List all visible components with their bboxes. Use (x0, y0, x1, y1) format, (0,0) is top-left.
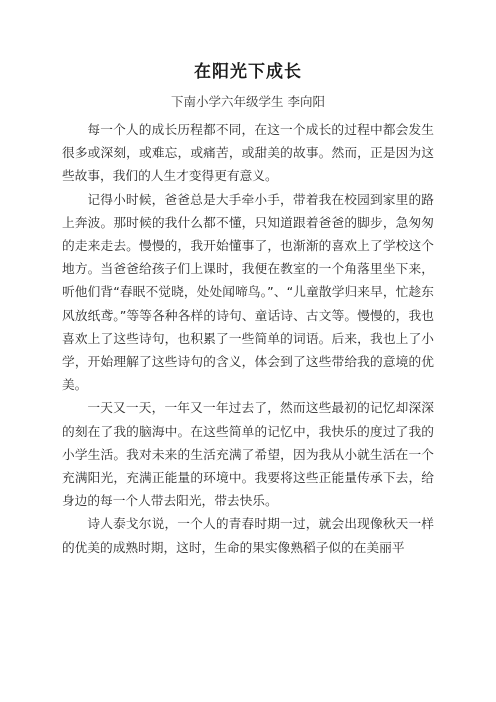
document-title: 在阳光下成长 (194, 62, 302, 82)
paragraph-1: 每一个人的成长历程都不同，在这一个成长的过程中都会发生很多或深刻，或难忘，或痛苦，或甜美的故事。然而，正是因为这些故事，我们的人生才变得更有意义。 (62, 122, 434, 184)
paragraph-3: 一天又一天，一年又一年过去了，然而这些最初的记忆却深深的刻在了我的脑海中。在这些简单的记忆中，我快乐的度过了我的小学生活。我对未来的生活充满了希望，因为我从小就生活在一个充满阳光，充满正能量的环境中。我要将这些正能量传承下去，给身边的每一个人带去阳光，带去快乐。 (62, 400, 434, 509)
paragraph-2: 记得小时候，爸爸总是大手牵小手，带着我在校园到家里的路上奔波。那时候的我什么都不懂，只知道跟着爸爸的脚步，急匆匆的走来走去。慢慢的，我开始懂事了，也渐渐的喜欢上了学校这个地方。当爸爸给孩子们上课时，我便在教室的一个角落里坐下来，听他们背“春眠不觉晓，处处闻啼鸟。”、“儿童散学归来早，忙趁东风放纸鸢。”等等各种各样的诗句、童话诗、古文等。慢慢的，我也喜欢上了这些诗句，也积累了一些简单的词语。后来，我也上了小学，开始理解了这些诗句的含义，体会到了这些带给我的意境的优美。 (62, 191, 434, 393)
author-byline: 下南小学六年级学生 李向阳 (171, 94, 325, 109)
paragraph-4: 诗人泰戈尔说，一个人的青春时期一过，就会出现像秋天一样的优美的成熟时期，这时，生命的果实像熟稻子似的在美丽平 (62, 516, 434, 555)
